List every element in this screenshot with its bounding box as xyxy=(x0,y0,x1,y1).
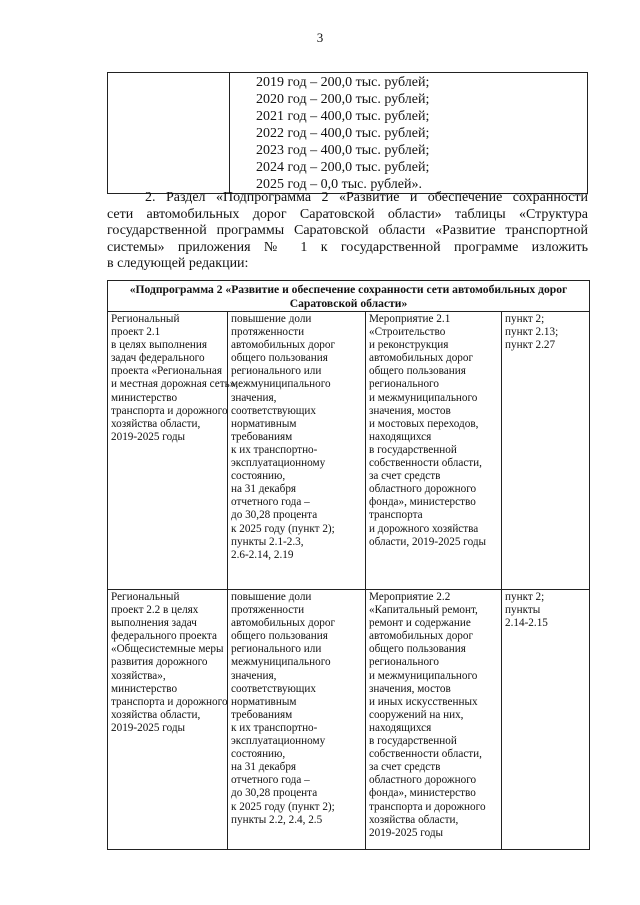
cell-text-line: регионального xyxy=(369,378,439,391)
cell-text-line: нормативным xyxy=(231,695,297,708)
paragraph-line: системы» приложения № 1 к государственной программе изложить xyxy=(107,239,588,255)
cell-text-line: повышение доли xyxy=(231,591,312,603)
cell-text-line: Региональный xyxy=(111,591,180,603)
cell-text-line: состоянию, xyxy=(231,748,286,761)
indicator-cell xyxy=(228,312,366,590)
measure-cell xyxy=(366,590,502,850)
cell-text-line: пункты 2.2, 2.4, 2.5 xyxy=(231,813,323,826)
cell-text-line: «Строительство xyxy=(369,326,446,339)
cell-text-line: и иных искусственных xyxy=(369,695,478,708)
subprogram-header xyxy=(108,281,590,312)
cell-text-line: пункт 2; xyxy=(505,591,545,603)
paragraph-line: в следующей редакции: xyxy=(107,256,249,271)
cell-text-line: области, 2019-2025 годы xyxy=(369,535,487,548)
cell-text-line: на 31 декабря xyxy=(231,761,297,774)
cell-text-line: к их транспортно- xyxy=(231,443,318,456)
cell-text-line: за счет средств xyxy=(369,761,441,774)
reference-cell xyxy=(502,590,590,850)
cell-text-line: транспорта xyxy=(369,509,423,522)
cell-text-line: транспорта и дорожного xyxy=(111,404,228,417)
cell-text-line: эксплуатационному xyxy=(231,735,326,748)
table-row xyxy=(108,590,590,850)
cell-text-line: автомобильных дорог xyxy=(369,630,474,643)
funding-line: 2020 год – 200,0 тыс. рублей; xyxy=(256,92,430,107)
cell-text-line: Мероприятие 2.2 xyxy=(369,591,451,603)
cell-text-line: проект 2.1 xyxy=(111,326,161,339)
cell-text-line: и межмуниципального xyxy=(369,391,478,404)
cell-text-line: Мероприятие 2.1 xyxy=(369,313,451,325)
cell-text-line: фонда», министерство xyxy=(369,496,476,509)
cell-text-line: проекта «Региональная xyxy=(111,365,222,378)
cell-text-line: автомобильных дорог xyxy=(231,617,336,630)
cell-text-line: до 30,28 процента xyxy=(231,787,318,800)
cell-text-line: собственности области, xyxy=(369,457,482,470)
cell-text-line: хозяйства», xyxy=(111,669,166,682)
cell-text-line: «Общесистемные меры xyxy=(111,643,224,656)
cell-text-line: пункт 2.27 xyxy=(505,339,556,352)
paragraph-line: 2. Раздел «Подпрограмма 2 «Развитие и обеспечение сохранности xyxy=(145,190,588,205)
paragraph-line: государственной программы Саратовской области «Развитие транспортной xyxy=(107,223,588,238)
cell-text-line: развития дорожного xyxy=(111,656,208,669)
header-line: Саратовской области» xyxy=(289,296,408,310)
cell-text-line: транспорта и дорожного xyxy=(111,695,228,708)
cell-text-line: в государственной xyxy=(369,443,457,456)
cell-text-line: протяженности xyxy=(231,604,305,617)
cell-text-line: к их транспортно- xyxy=(231,721,318,734)
cell-text-line: собственности области, xyxy=(369,748,482,761)
cell-text-line: требованиям xyxy=(231,708,293,721)
cell-text-line: 2019-2025 годы xyxy=(111,430,186,443)
cell-text-line: федерального проекта xyxy=(111,630,217,643)
cell-text-line: задач федерального xyxy=(111,352,205,365)
cell-text-line: пункты 2.1-2.3, xyxy=(231,535,304,548)
project-cell xyxy=(108,590,228,850)
cell-text-line: транспорта и дорожного xyxy=(369,800,486,813)
cell-text-line: и местная дорожная сеть», xyxy=(111,378,239,391)
cell-text-line: хозяйства области, xyxy=(111,708,201,721)
cell-text-line: общего пользования xyxy=(231,630,328,643)
cell-text-line: соответствующих xyxy=(231,682,317,695)
page-number: 3 xyxy=(316,30,324,45)
cell-text-line: Региональный xyxy=(111,313,180,325)
cell-text-line: отчетного года – xyxy=(231,774,310,787)
cell-text-line: министерство xyxy=(111,391,178,404)
cell-text-line: находящихся xyxy=(369,430,432,443)
project-cell xyxy=(108,312,239,590)
cell-text-line: и дорожного хозяйства xyxy=(369,522,479,535)
cell-text-line: хозяйства области, xyxy=(369,813,459,826)
cell-text-line: отчетного года – xyxy=(231,496,310,509)
funding-line: 2024 год – 200,0 тыс. рублей; xyxy=(256,160,430,175)
funding-line: 2021 год – 400,0 тыс. рублей; xyxy=(256,109,430,124)
cell-text-line: повышение доли xyxy=(231,313,312,325)
cell-text-line: значения, xyxy=(231,669,277,682)
cell-text-line: выполнения задач xyxy=(111,617,197,630)
cell-text-line: хозяйства области, xyxy=(111,417,201,430)
cell-text-line: регионального xyxy=(369,656,439,669)
cell-text-line: регионального или xyxy=(231,643,322,656)
cell-text-line: общего пользования xyxy=(231,352,328,365)
cell-text-line: пункты xyxy=(505,604,541,617)
cell-text-line: состоянию, xyxy=(231,470,286,483)
cell-text-line: регионального или xyxy=(231,365,322,378)
cell-text-line: значения, мостов xyxy=(369,682,451,695)
cell-text-line: требованиям xyxy=(231,430,293,443)
table-row xyxy=(108,312,590,590)
funding-line: 2022 год – 400,0 тыс. рублей; xyxy=(256,126,430,141)
paragraph-line: сети автомобильных дорог Саратовской области» таблицы «Структура xyxy=(107,206,588,222)
cell-text-line: 2019-2025 годы xyxy=(111,721,186,734)
measure-cell xyxy=(366,312,502,590)
cell-text-line: фонда», министерство xyxy=(369,787,476,800)
cell-text-line: и реконструкция xyxy=(369,339,449,352)
cell-text-line: сооружений на них, xyxy=(369,708,464,721)
cell-text-line: находящихся xyxy=(369,721,432,734)
cell-text-line: межмуниципального xyxy=(231,378,331,391)
header-line: «Подпрограмма 2 «Развитие и обеспечение сохранности сети автомобильных дорог xyxy=(129,283,568,296)
cell-text-line: и межмуниципального xyxy=(369,669,478,682)
cell-text-line: 2.6-2.14, 2.19 xyxy=(231,548,294,561)
cell-text-line: и мостовых переходов, xyxy=(369,417,479,430)
cell-text-line: значения, xyxy=(231,391,277,404)
cell-text-line: автомобильных дорог xyxy=(369,352,474,365)
cell-text-line: нормативным xyxy=(231,417,297,430)
subprogram-table xyxy=(107,280,590,850)
cell-text-line: эксплуатационному xyxy=(231,457,326,470)
cell-text-line: пункт 2; xyxy=(505,313,545,325)
cell-text-line: ремонт и содержание xyxy=(369,617,471,630)
cell-text-line: «Капитальный ремонт, xyxy=(369,604,478,617)
cell-text-line: до 30,28 процента xyxy=(231,509,318,522)
funding-table xyxy=(107,72,588,194)
cell-text-line: к 2025 году (пункт 2); xyxy=(231,522,335,535)
cell-text-line: автомобильных дорог xyxy=(231,339,336,352)
cell-text-line: за счет средств xyxy=(369,470,441,483)
indicator-cell xyxy=(228,590,366,850)
cell-text-line: к 2025 году (пункт 2); xyxy=(231,800,335,813)
cell-text-line: общего пользования xyxy=(369,365,466,378)
cell-text-line: общего пользования xyxy=(369,643,466,656)
cell-text-line: протяженности xyxy=(231,326,305,339)
cell-text-line: 2019-2025 годы xyxy=(369,826,444,839)
cell-text-line: в государственной xyxy=(369,735,457,748)
reference-cell xyxy=(502,312,590,590)
funding-line: 2025 год – 0,0 тыс. рублей». xyxy=(256,177,422,192)
cell-text-line: областного дорожного xyxy=(369,483,477,496)
funding-line: 2023 год – 400,0 тыс. рублей; xyxy=(256,143,430,158)
cell-text-line: проект 2.2 в целях xyxy=(111,604,199,617)
funding-line: 2019 год – 200,0 тыс. рублей; xyxy=(256,75,430,90)
cell-text-line: межмуниципального xyxy=(231,656,331,669)
cell-text-line: пункт 2.13; xyxy=(505,326,559,339)
cell-text-line: министерство xyxy=(111,682,178,695)
cell-text-line: соответствующих xyxy=(231,404,317,417)
cell-text-line: в целях выполнения xyxy=(111,339,208,352)
funding-label-cell xyxy=(108,73,230,194)
cell-text-line: областного дорожного xyxy=(369,774,477,787)
funding-values-cell xyxy=(230,73,588,194)
cell-text-line: на 31 декабря xyxy=(231,483,297,496)
cell-text-line: 2.14-2.15 xyxy=(505,617,548,630)
amendment-paragraph xyxy=(107,190,588,273)
cell-text-line: значения, мостов xyxy=(369,404,451,417)
